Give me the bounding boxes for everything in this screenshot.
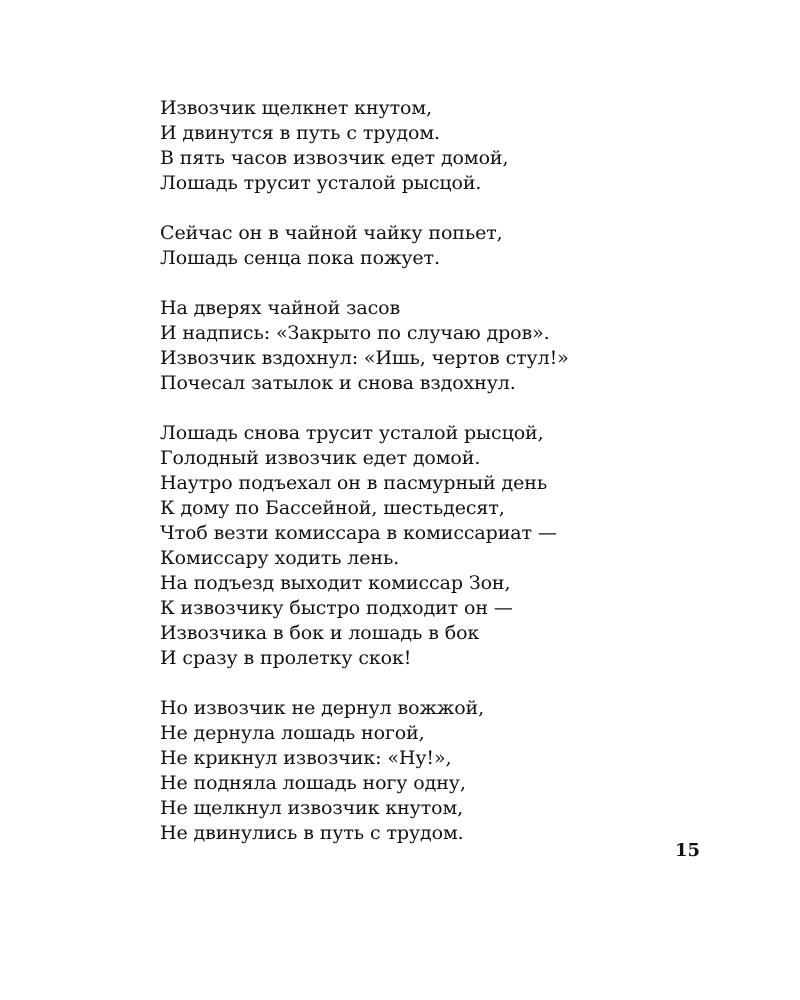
stanza-5: [160, 696, 680, 846]
poem-line: В пять часов извозчик едет домой,: [160, 147, 509, 169]
poem-line: Голодный извозчик едет домой.: [160, 447, 481, 469]
stanza-1: [160, 96, 680, 196]
poem-line: Не двинулись в путь с трудом.: [160, 822, 464, 844]
poem-line: И сразу в пролетку скок!: [160, 647, 412, 669]
poem-line: Но извозчик не дернул вожжой,: [160, 697, 485, 719]
poem-line: На дверях чайной засов: [160, 297, 401, 319]
stanza-4: [160, 421, 680, 671]
poem-line: Не дернула лошадь ногой,: [160, 722, 425, 744]
page-number: 15: [675, 840, 701, 861]
poem-line: На подъезд выходит комиссар Зон,: [160, 572, 511, 594]
poem-line: К извозчику быстро подходит он —: [160, 597, 513, 619]
poem-line: Сейчас он в чайной чайку попьет,: [160, 222, 503, 244]
poem-text: [160, 96, 680, 871]
stanza-3: [160, 296, 680, 396]
poem-line: Не подняла лошадь ногу одну,: [160, 772, 466, 794]
poem-line: Лошадь трусит усталой рысцой.: [160, 172, 482, 194]
poem-line: Лошадь сенца пока пожует.: [160, 247, 440, 269]
poem-line: Извозчик вздохнул: «Ишь, чертов стул!»: [160, 347, 569, 369]
poem-line: Комиссару ходить лень.: [160, 547, 400, 569]
poem-line: И двинутся в путь с трудом.: [160, 122, 440, 144]
poem-line: Чтоб везти комиссара в комиссариат —: [160, 522, 557, 544]
poem-line: Наутро подъехал он в пасмурный день: [160, 472, 548, 494]
stanza-2: [160, 221, 680, 271]
poem-line: Не щелкнул извозчик кнутом,: [160, 797, 464, 819]
poem-line: Почесал затылок и снова вздохнул.: [160, 372, 516, 394]
poem-line: Лошадь снова трусит усталой рысцой,: [160, 422, 544, 444]
poem-line: И надпись: «Закрыто по случаю дров».: [160, 322, 550, 344]
poem-line: К дому по Бассейной, шестьдесят,: [160, 497, 505, 519]
poem-line: Извозчика в бок и лошадь в бок: [160, 622, 480, 644]
poem-line: Извозчик щелкнет кнутом,: [160, 97, 432, 119]
poem-line: Не крикнул извозчик: «Ну!»,: [160, 747, 452, 769]
